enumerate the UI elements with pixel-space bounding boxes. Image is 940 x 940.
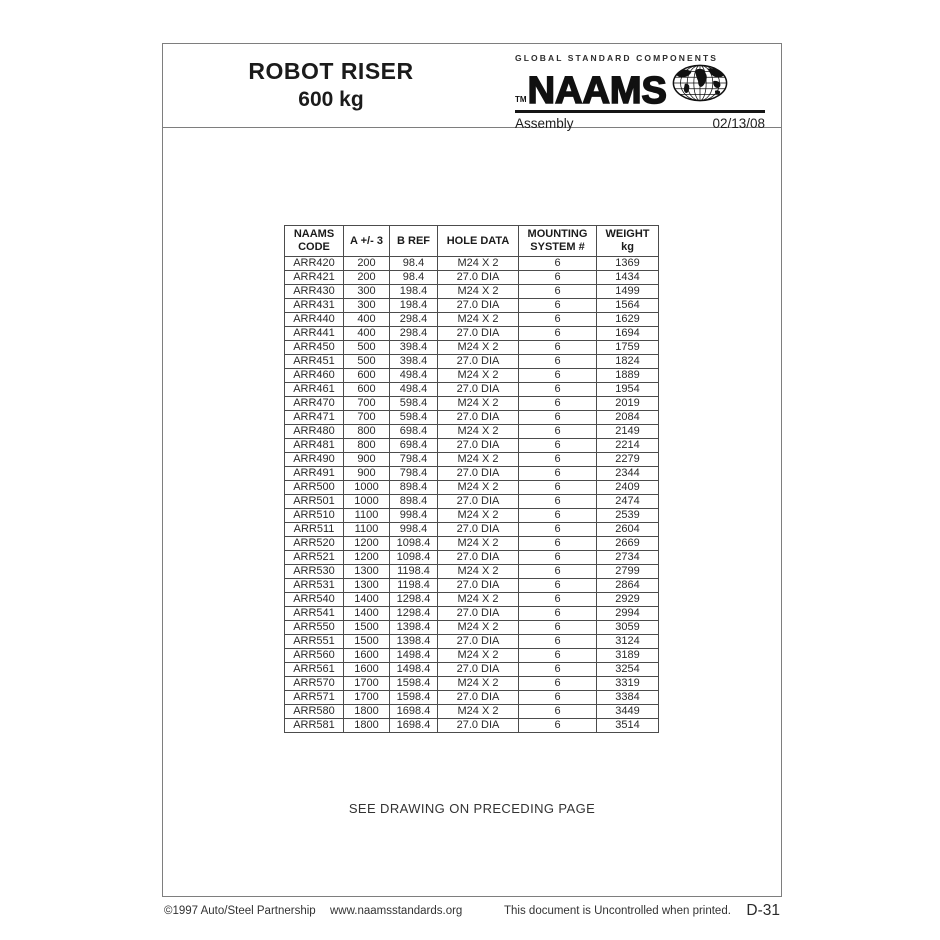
table-cell: 98.4	[390, 257, 438, 271]
naams-logo	[515, 53, 765, 131]
table-cell: 27.0 DIA	[438, 719, 519, 733]
table-cell: 198.4	[390, 299, 438, 313]
table-row	[285, 523, 659, 537]
table-cell: 6	[519, 299, 597, 313]
table-cell: ARR530	[285, 565, 344, 579]
logo-department: Assembly	[515, 116, 574, 131]
table-cell: 900	[344, 467, 390, 481]
table-cell: M24 X 2	[438, 537, 519, 551]
table-cell: ARR540	[285, 593, 344, 607]
table-cell: 2019	[597, 397, 659, 411]
table-row	[285, 495, 659, 509]
table-cell: 398.4	[390, 355, 438, 369]
table-cell: M24 X 2	[438, 565, 519, 579]
table-cell: 6	[519, 565, 597, 579]
table-cell: 700	[344, 397, 390, 411]
page-title-capacity: 600 kg	[298, 88, 364, 111]
table-cell: 1500	[344, 635, 390, 649]
table-cell: M24 X 2	[438, 313, 519, 327]
column-header: A +/- 3	[344, 226, 390, 257]
table-cell: M24 X 2	[438, 649, 519, 663]
table-cell: 3319	[597, 677, 659, 691]
logo-subrow	[515, 116, 765, 131]
table-cell: 6	[519, 257, 597, 271]
table-cell: 6	[519, 397, 597, 411]
table-cell: ARR491	[285, 467, 344, 481]
table-cell: 6	[519, 579, 597, 593]
column-header: WEIGHT kg	[597, 226, 659, 257]
table-cell: 2149	[597, 425, 659, 439]
table-cell: 1698.4	[390, 705, 438, 719]
table-cell: 27.0 DIA	[438, 635, 519, 649]
table-row	[285, 663, 659, 677]
table-cell: 3449	[597, 705, 659, 719]
table-cell: ARR561	[285, 663, 344, 677]
table-cell: ARR551	[285, 635, 344, 649]
table-row	[285, 299, 659, 313]
table-cell: 1300	[344, 565, 390, 579]
table-cell: M24 X 2	[438, 677, 519, 691]
table-cell: 2084	[597, 411, 659, 425]
table-cell: ARR431	[285, 299, 344, 313]
table-cell: 698.4	[390, 439, 438, 453]
table-cell: 1700	[344, 691, 390, 705]
table-cell: 6	[519, 537, 597, 551]
table-cell: 998.4	[390, 509, 438, 523]
table-cell: ARR581	[285, 719, 344, 733]
table-cell: 27.0 DIA	[438, 523, 519, 537]
table-cell: 27.0 DIA	[438, 691, 519, 705]
table-row	[285, 677, 659, 691]
table-cell: 1369	[597, 257, 659, 271]
table-cell: ARR501	[285, 495, 344, 509]
footer-website: www.naamsstandards.org	[330, 905, 463, 917]
table-cell: 2344	[597, 467, 659, 481]
table-cell: 200	[344, 257, 390, 271]
table-cell: 900	[344, 453, 390, 467]
table-cell: 6	[519, 341, 597, 355]
table-cell: M24 X 2	[438, 481, 519, 495]
world-globe-icon	[671, 64, 729, 107]
table-row	[285, 425, 659, 439]
table-cell: 1629	[597, 313, 659, 327]
table-row	[285, 397, 659, 411]
table-cell: 1198.4	[390, 579, 438, 593]
table-cell: 298.4	[390, 327, 438, 341]
table-cell: 300	[344, 285, 390, 299]
column-header: B REF	[390, 226, 438, 257]
logo-date: 02/13/08	[712, 116, 765, 131]
table-cell: 800	[344, 425, 390, 439]
spec-table	[284, 225, 659, 733]
table-cell: 6	[519, 411, 597, 425]
table-cell: 798.4	[390, 453, 438, 467]
table-row	[285, 481, 659, 495]
table-cell: ARR511	[285, 523, 344, 537]
table-cell: 1498.4	[390, 649, 438, 663]
table-row	[285, 621, 659, 635]
table-cell: 1598.4	[390, 691, 438, 705]
table-cell: 998.4	[390, 523, 438, 537]
table-cell: 98.4	[390, 271, 438, 285]
table-cell: 6	[519, 551, 597, 565]
table-cell: 27.0 DIA	[438, 327, 519, 341]
table-cell: 598.4	[390, 397, 438, 411]
table-cell: 1400	[344, 593, 390, 607]
table-cell: ARR560	[285, 649, 344, 663]
table-cell: 6	[519, 663, 597, 677]
see-drawing-note: SEE DRAWING ON PRECEDING PAGE	[348, 801, 596, 816]
table-cell: 2864	[597, 579, 659, 593]
table-body	[285, 257, 659, 733]
table-cell: 6	[519, 495, 597, 509]
page-footer	[162, 902, 782, 924]
table-row	[285, 327, 659, 341]
table-cell: 6	[519, 453, 597, 467]
table-cell: 1298.4	[390, 593, 438, 607]
trademark-symbol: TM	[515, 95, 527, 104]
table-row	[285, 635, 659, 649]
table-cell: ARR461	[285, 383, 344, 397]
table-cell: 6	[519, 621, 597, 635]
table-cell: 3189	[597, 649, 659, 663]
table-cell: 1700	[344, 677, 390, 691]
table-cell: 1759	[597, 341, 659, 355]
table-cell: 1298.4	[390, 607, 438, 621]
page-title	[186, 56, 476, 114]
table-row	[285, 341, 659, 355]
table-cell: 698.4	[390, 425, 438, 439]
table-cell: ARR521	[285, 551, 344, 565]
table-row	[285, 719, 659, 733]
table-cell: ARR460	[285, 369, 344, 383]
table-cell: 1564	[597, 299, 659, 313]
footer-copyright: ©1997 Auto/Steel Partnership	[164, 905, 316, 917]
table-cell: M24 X 2	[438, 257, 519, 271]
table-cell: 1600	[344, 649, 390, 663]
table-cell: ARR470	[285, 397, 344, 411]
footer-page-code: D-31	[746, 902, 780, 919]
table-cell: 6	[519, 355, 597, 369]
table-cell: 27.0 DIA	[438, 355, 519, 369]
table-cell: M24 X 2	[438, 593, 519, 607]
table-cell: 1000	[344, 481, 390, 495]
table-cell: 3384	[597, 691, 659, 705]
table-cell: ARR450	[285, 341, 344, 355]
table-cell: 6	[519, 691, 597, 705]
table-cell: 3124	[597, 635, 659, 649]
table-row	[285, 411, 659, 425]
footer-uncontrolled-notice: This document is Uncontrolled when printed.	[504, 905, 731, 917]
table-cell: 2734	[597, 551, 659, 565]
table-cell: ARR451	[285, 355, 344, 369]
table-cell: ARR541	[285, 607, 344, 621]
table-cell: M24 X 2	[438, 285, 519, 299]
table-cell: 498.4	[390, 383, 438, 397]
table-cell: ARR490	[285, 453, 344, 467]
table-cell: ARR441	[285, 327, 344, 341]
table-cell: 298.4	[390, 313, 438, 327]
table-row	[285, 383, 659, 397]
table-cell: 6	[519, 467, 597, 481]
table-cell: ARR571	[285, 691, 344, 705]
table-cell: ARR580	[285, 705, 344, 719]
table-cell: 400	[344, 327, 390, 341]
table-cell: 27.0 DIA	[438, 663, 519, 677]
table-header-row	[285, 226, 659, 257]
table-cell: 1498.4	[390, 663, 438, 677]
spec-table-container	[284, 225, 659, 733]
table-cell: M24 X 2	[438, 369, 519, 383]
table-cell: ARR500	[285, 481, 344, 495]
table-cell: 598.4	[390, 411, 438, 425]
table-cell: 6	[519, 593, 597, 607]
table-cell: M24 X 2	[438, 397, 519, 411]
table-cell: 27.0 DIA	[438, 383, 519, 397]
header-band	[163, 44, 781, 131]
table-cell: 6	[519, 425, 597, 439]
table-row	[285, 649, 659, 663]
table-row	[285, 285, 659, 299]
table-row	[285, 579, 659, 593]
table-cell: 27.0 DIA	[438, 467, 519, 481]
table-cell: 1694	[597, 327, 659, 341]
table-cell: 6	[519, 523, 597, 537]
table-cell: ARR570	[285, 677, 344, 691]
table-row	[285, 313, 659, 327]
table-row	[285, 453, 659, 467]
table-cell: 2409	[597, 481, 659, 495]
table-cell: 27.0 DIA	[438, 411, 519, 425]
document-page	[162, 43, 782, 897]
table-cell: 1698.4	[390, 719, 438, 733]
table-cell: 27.0 DIA	[438, 551, 519, 565]
table-cell: 2539	[597, 509, 659, 523]
table-cell: 2994	[597, 607, 659, 621]
table-row	[285, 705, 659, 719]
table-cell: 6	[519, 607, 597, 621]
table-cell: ARR510	[285, 509, 344, 523]
table-cell: 198.4	[390, 285, 438, 299]
table-cell: 1098.4	[390, 551, 438, 565]
table-cell: 1000	[344, 495, 390, 509]
table-cell: 2604	[597, 523, 659, 537]
table-cell: 6	[519, 383, 597, 397]
table-cell: 600	[344, 369, 390, 383]
table-cell: 1499	[597, 285, 659, 299]
table-cell: 1398.4	[390, 635, 438, 649]
table-cell: 700	[344, 411, 390, 425]
table-cell: 2474	[597, 495, 659, 509]
table-cell: 1300	[344, 579, 390, 593]
table-cell: 498.4	[390, 369, 438, 383]
table-row	[285, 271, 659, 285]
table-cell: 1098.4	[390, 537, 438, 551]
table-cell: 6	[519, 481, 597, 495]
table-cell: M24 X 2	[438, 509, 519, 523]
column-header: HOLE DATA	[438, 226, 519, 257]
table-cell: 1398.4	[390, 621, 438, 635]
table-cell: ARR531	[285, 579, 344, 593]
table-cell: 2214	[597, 439, 659, 453]
table-cell: 6	[519, 509, 597, 523]
table-cell: 3254	[597, 663, 659, 677]
table-cell: M24 X 2	[438, 425, 519, 439]
table-cell: ARR421	[285, 271, 344, 285]
table-row	[285, 691, 659, 705]
table-cell: ARR520	[285, 537, 344, 551]
table-cell: 898.4	[390, 495, 438, 509]
table-cell: 898.4	[390, 481, 438, 495]
table-cell: 6	[519, 313, 597, 327]
table-row	[285, 439, 659, 453]
table-cell: 27.0 DIA	[438, 607, 519, 621]
table-cell: 27.0 DIA	[438, 271, 519, 285]
table-row	[285, 607, 659, 621]
table-cell: 800	[344, 439, 390, 453]
table-cell: 500	[344, 341, 390, 355]
table-cell: 500	[344, 355, 390, 369]
table-row	[285, 537, 659, 551]
table-cell: 1400	[344, 607, 390, 621]
table-cell: 300	[344, 299, 390, 313]
table-row	[285, 593, 659, 607]
table-cell: 6	[519, 635, 597, 649]
table-row	[285, 257, 659, 271]
brand-wordmark: NAAMS	[527, 70, 667, 112]
table-cell: 1200	[344, 551, 390, 565]
table-cell: M24 X 2	[438, 621, 519, 635]
table-cell: 6	[519, 285, 597, 299]
table-cell: ARR420	[285, 257, 344, 271]
table-cell: 3059	[597, 621, 659, 635]
table-cell: 200	[344, 271, 390, 285]
table-cell: 1100	[344, 523, 390, 537]
table-cell: 6	[519, 271, 597, 285]
column-header: NAAMS CODE	[285, 226, 344, 257]
table-cell: ARR550	[285, 621, 344, 635]
table-cell: 1434	[597, 271, 659, 285]
table-row	[285, 551, 659, 565]
table-cell: 1598.4	[390, 677, 438, 691]
table-cell: ARR471	[285, 411, 344, 425]
table-cell: 2799	[597, 565, 659, 579]
table-cell: 6	[519, 439, 597, 453]
page-title-name: ROBOT RISER	[248, 58, 414, 84]
table-cell: 27.0 DIA	[438, 439, 519, 453]
table-cell: 1200	[344, 537, 390, 551]
table-cell: M24 X 2	[438, 341, 519, 355]
table-cell: 2669	[597, 537, 659, 551]
table-cell: 3514	[597, 719, 659, 733]
logo-row	[515, 64, 765, 112]
table-cell: 600	[344, 383, 390, 397]
table-cell: ARR430	[285, 285, 344, 299]
table-cell: ARR480	[285, 425, 344, 439]
table-cell: M24 X 2	[438, 705, 519, 719]
table-row	[285, 467, 659, 481]
table-cell: 6	[519, 719, 597, 733]
table-cell: 1954	[597, 383, 659, 397]
table-row	[285, 565, 659, 579]
table-cell: 1500	[344, 621, 390, 635]
table-cell: 1600	[344, 663, 390, 677]
table-cell: 1198.4	[390, 565, 438, 579]
column-header: MOUNTING SYSTEM #	[519, 226, 597, 257]
table-cell: 2279	[597, 453, 659, 467]
table-cell: 1889	[597, 369, 659, 383]
table-cell: 6	[519, 649, 597, 663]
table-cell: 400	[344, 313, 390, 327]
table-cell: 1100	[344, 509, 390, 523]
logo-caption: GLOBAL STANDARD COMPONENTS	[515, 53, 719, 63]
table-row	[285, 509, 659, 523]
table-cell: 6	[519, 369, 597, 383]
table-cell: ARR440	[285, 313, 344, 327]
table-cell: 6	[519, 677, 597, 691]
table-cell: 6	[519, 327, 597, 341]
table-cell: 27.0 DIA	[438, 579, 519, 593]
table-row	[285, 369, 659, 383]
table-row	[285, 355, 659, 369]
table-cell: M24 X 2	[438, 453, 519, 467]
table-cell: 2929	[597, 593, 659, 607]
table-cell: 27.0 DIA	[438, 495, 519, 509]
table-cell: 798.4	[390, 467, 438, 481]
table-cell: 398.4	[390, 341, 438, 355]
table-cell: 6	[519, 705, 597, 719]
table-cell: 1800	[344, 719, 390, 733]
table-cell: 27.0 DIA	[438, 299, 519, 313]
table-cell: 1824	[597, 355, 659, 369]
table-cell: 1800	[344, 705, 390, 719]
table-cell: ARR481	[285, 439, 344, 453]
